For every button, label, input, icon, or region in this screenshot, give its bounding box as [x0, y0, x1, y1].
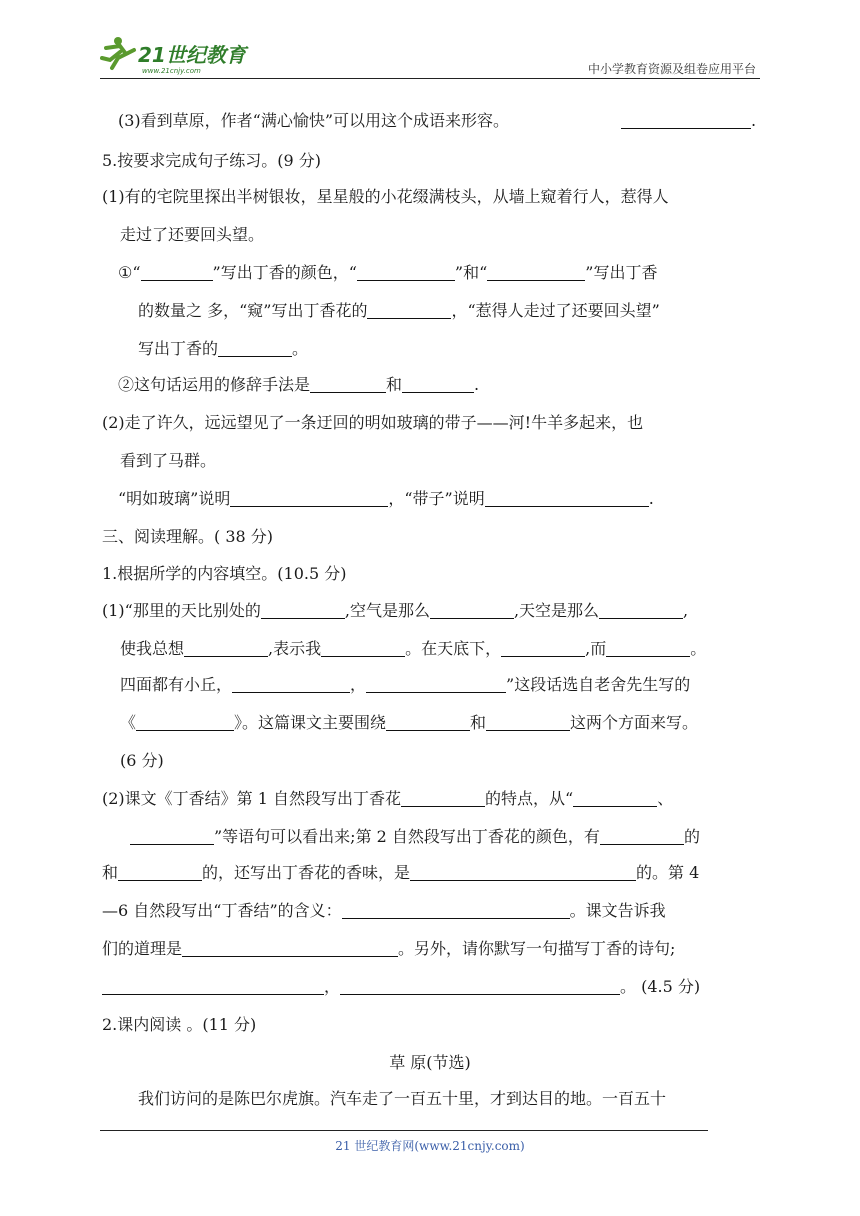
question-heading: 5.按要求完成句子练习。(9 分)	[102, 151, 322, 170]
answer-blank[interactable]	[102, 978, 324, 995]
question-heading: 1.根据所学的内容填空。(10.5 分)	[102, 564, 347, 583]
score-note: (6 分)	[120, 751, 164, 770]
question-line: 走过了还要回头望。	[120, 225, 265, 244]
question-line: (3)看到草原，作者“满心愉快”可以用这个成语来形容。	[118, 111, 510, 130]
answer-blank[interactable]	[621, 112, 751, 129]
answer-blank[interactable]	[501, 640, 585, 657]
answer-blank[interactable]	[182, 940, 398, 957]
answer-blank[interactable]	[184, 640, 268, 657]
answer-blank-line: .	[621, 110, 756, 132]
fill-line: 的数量之 多，“窥”写出丁香花的 ，“惹得人走过了还要回头望”	[138, 301, 660, 320]
fill-line: 《 》。这篇课文主要围绕 和 这两个方面来写。	[120, 713, 699, 732]
answer-blank[interactable]	[599, 602, 683, 619]
fill-line: 写出丁香的 。	[138, 339, 309, 358]
fill-line: ”等语句可以看出来;第 2 自然段写出丁香花的颜色，有 的	[130, 826, 700, 848]
answer-blank[interactable]	[430, 602, 514, 619]
fill-line: —6 自然段写出“丁香结”的含义： 。课文告诉我	[102, 901, 666, 920]
answer-blank[interactable]	[310, 376, 386, 393]
answer-blank[interactable]	[357, 264, 455, 281]
answer-blank[interactable]	[487, 264, 585, 281]
section-heading: 三、阅读理解。( 38 分)	[102, 527, 274, 546]
answer-blank[interactable]	[486, 714, 570, 731]
answer-blank[interactable]	[118, 864, 202, 881]
fill-line: 使我总想 ,表示我 。在天底下， ,而 。	[120, 639, 707, 658]
header-divider	[100, 78, 760, 79]
footer-source: 21 世纪教育网(www.21cnjy.com)	[335, 1139, 525, 1153]
answer-blank[interactable]	[218, 340, 292, 357]
answer-blank[interactable]	[410, 864, 636, 881]
question-heading: 2.课内阅读 。(11 分)	[102, 1015, 257, 1034]
answer-blank[interactable]	[141, 264, 213, 281]
answer-blank[interactable]	[230, 490, 388, 507]
answer-blank[interactable]	[573, 790, 657, 807]
answer-blank[interactable]	[600, 828, 684, 845]
fill-line: “明如玻璃”说明 ，“带子”说明 .	[118, 489, 654, 508]
answer-blank[interactable]	[340, 978, 620, 995]
answer-blank[interactable]	[130, 828, 214, 845]
answer-blank[interactable]	[261, 602, 345, 619]
answer-blank[interactable]	[342, 902, 570, 919]
footer-divider	[100, 1130, 708, 1131]
passage-title: 草 原(节选)	[389, 1053, 471, 1072]
answer-blank[interactable]	[232, 676, 350, 693]
answer-blank[interactable]	[136, 714, 234, 731]
answer-blank[interactable]	[366, 676, 506, 693]
answer-blank[interactable]	[321, 640, 405, 657]
answer-blank[interactable]	[401, 790, 485, 807]
answer-blank[interactable]	[367, 302, 451, 319]
answer-blank[interactable]	[606, 640, 690, 657]
site-logo	[96, 32, 256, 76]
fill-line: 们的道理是 。另外，请你默写一句描写丁香的诗句;	[102, 939, 676, 958]
logo-text: 21世纪教育	[138, 43, 246, 67]
logo-url: www.21cnjy.com	[142, 67, 201, 75]
runner-icon	[102, 37, 134, 68]
fill-line: 和 的，还写出丁香花的香味，是 的。第 4	[102, 863, 700, 882]
answer-blank[interactable]	[485, 490, 649, 507]
answer-blank[interactable]	[402, 376, 474, 393]
fill-line: ②这句话运用的修辞手法是 和 .	[118, 375, 480, 394]
fill-line: 四面都有小丘， ， ”这段话选自老舍先生写的	[120, 675, 691, 694]
fill-line: ①“ ”写出丁香的颜色，“ ”和“ ”写出丁香	[118, 263, 658, 282]
question-line: (2)走了许久，远远望见了一条迂回的明如玻璃的带子——河!牛羊多起来，也	[102, 413, 644, 432]
platform-name: 中小学教育资源及组卷应用平台	[587, 62, 756, 76]
answer-blank[interactable]	[386, 714, 470, 731]
question-line: (1)有的宅院里探出半树银妆，星星般的小花缀满枝头，从墙上窥着行人，惹得人	[102, 187, 669, 206]
fill-line: (2)课文《丁香结》第 1 自然段写出丁香花 的特点，从“ 、	[102, 789, 674, 808]
passage-text: 我们访问的是陈巴尔虎旗。汽车走了一百五十里，才到达目的地。一百五十	[138, 1089, 667, 1108]
question-line: 看到了马群。	[120, 451, 217, 470]
fill-line: (1)“那里的天比别处的 ,空气是那么 ,天空是那么 ,	[102, 601, 689, 620]
fill-line: ， 。 (4.5 分)	[102, 976, 700, 998]
